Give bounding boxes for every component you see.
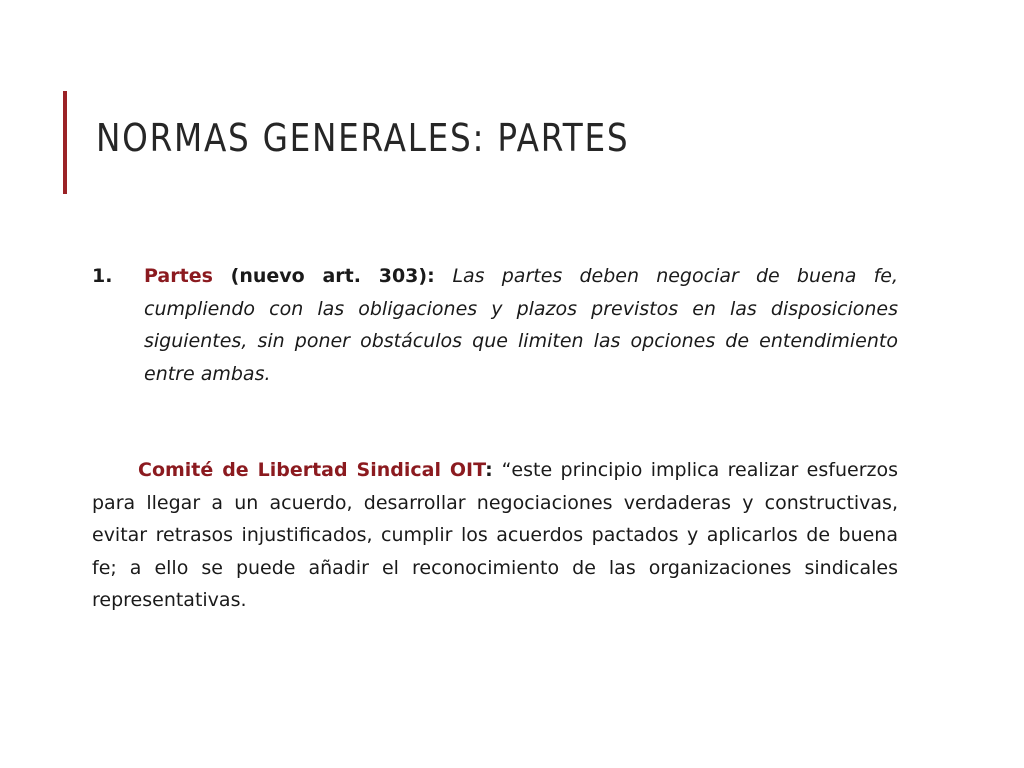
list-item-label: Partes [144, 265, 213, 287]
list-item-text [144, 260, 898, 390]
article-quote: Las partes deben negociar de buena fe, cumpliendo con las obligaciones y plazos previstos en las disposiciones siguientes, sin poner obstáculos que limiten las opciones de entendimiento entre ambas. [144, 265, 898, 385]
open-paren: ( [212, 265, 240, 287]
committee-label: Comité de Libertad Sindical OIT [138, 459, 486, 481]
list-number: 1. [92, 265, 113, 287]
title-accent-bar [63, 91, 67, 194]
committee-paragraph [92, 454, 898, 617]
slide-title: NORMAS GENERALES: PARTES [96, 116, 630, 160]
close-paren: ): [418, 265, 453, 287]
committee-quote: “este principio implica realizar esfuerzos para llegar a un acuerdo, desarrollar negociaciones verdaderas y constructivas, evitar retrasos injustificados, cumplir los acuerdos pactados y aplicarlos de buena fe; a ello se puede añadir el reconocimiento de las organizaciones sindicales representativas. [92, 459, 898, 611]
numbered-list-item [92, 260, 898, 390]
article-reference: nuevo art. 303 [239, 265, 419, 287]
committee-colon: : [485, 459, 502, 481]
